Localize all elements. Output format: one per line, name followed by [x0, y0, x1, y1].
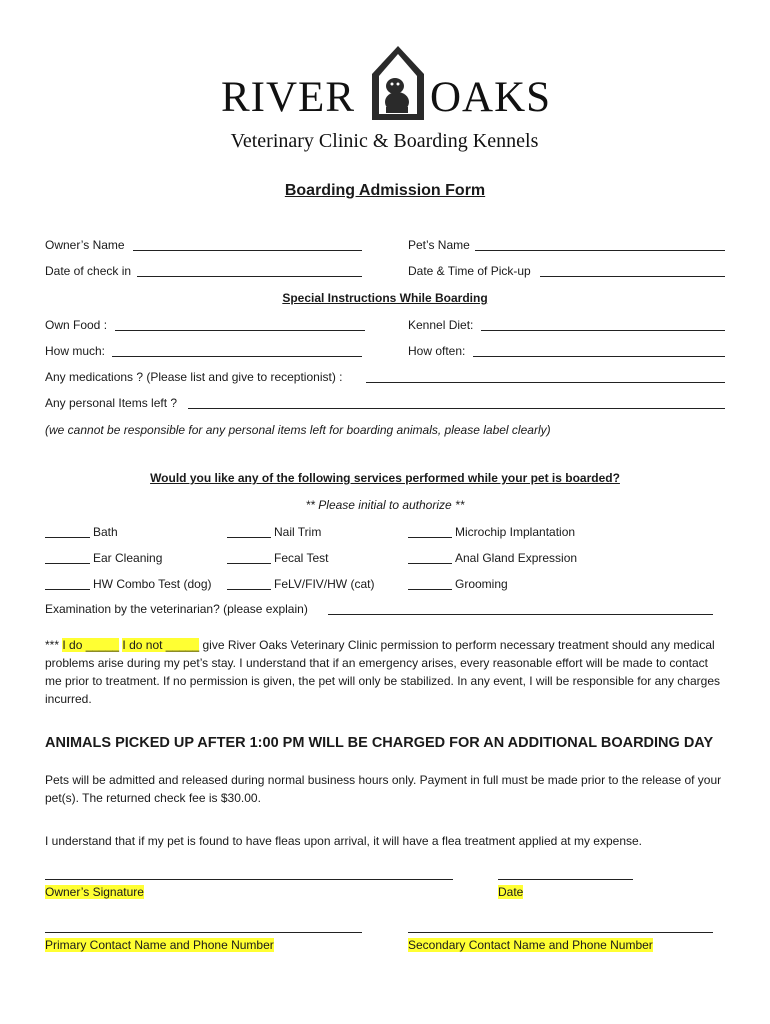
logo-word-oaks: OAKS: [430, 74, 552, 121]
pet-name-label: Pet’s Name: [408, 238, 470, 252]
owner-name-label: Owner’s Name: [45, 238, 125, 252]
secondary-contact-field[interactable]: [408, 932, 713, 933]
service-ear-cleaning: Ear Cleaning: [93, 551, 163, 565]
authorize-note: ** Please initial to authorize **: [305, 498, 465, 512]
permission-text-line1: give River Oaks Veterinary Clinic permission to perform necessary treatment should any: [202, 638, 671, 652]
how-often-label: How often:: [408, 344, 466, 358]
service-anal-gland: Anal Gland Expression: [455, 551, 578, 565]
owner-signature-label-wrap: [45, 885, 144, 899]
felv-initial-field[interactable]: [227, 589, 271, 590]
how-often-field[interactable]: [473, 356, 725, 357]
how-much-field[interactable]: [112, 356, 362, 357]
primary-contact-label: Primary Contact Name and Phone Number: [45, 938, 274, 952]
kennel-diet-field[interactable]: [481, 330, 725, 331]
medications-field[interactable]: [366, 382, 725, 383]
check-in-field[interactable]: [137, 276, 362, 277]
personal-items-disclaimer: (we cannot be responsible for any personal items left for boarding animals, please label clearly): [45, 423, 551, 437]
services-heading: Would you like any of the following services performed while your pet is boarded?: [150, 471, 620, 485]
kennel-house-icon: [370, 44, 426, 124]
service-felv: FeLV/FIV/HW (cat): [274, 577, 375, 591]
kennel-diet-label: Kennel Diet:: [408, 318, 474, 332]
own-food-field[interactable]: [115, 330, 365, 331]
pet-name-field[interactable]: [475, 250, 725, 251]
bath-initial-field[interactable]: [45, 537, 90, 538]
check-in-label: Date of check in: [45, 264, 132, 278]
date-label: Date: [498, 885, 524, 899]
primary-contact-label-wrap: [45, 938, 274, 952]
owner-signature-label: Owner’s Signature: [45, 885, 144, 899]
service-grooming: Grooming: [455, 577, 508, 591]
service-microchip: Microchip Implantation: [455, 525, 576, 539]
permission-paragraph: [45, 636, 725, 708]
primary-contact-field[interactable]: [45, 932, 362, 933]
owner-name-field[interactable]: [133, 250, 362, 251]
pickup-label: Date & Time of Pick-up: [408, 264, 531, 278]
hw-combo-initial-field[interactable]: [45, 589, 90, 590]
exam-field[interactable]: [328, 614, 713, 615]
flea-statement: I understand that if my pet is found to have fleas upon arrival, it will have a flea treatment applied at my expense.: [45, 834, 642, 848]
secondary-contact-label: Secondary Contact Name and Phone Number: [408, 938, 653, 952]
medications-label: Any medications ? (Please list and give to receptionist) :: [45, 370, 343, 384]
fecal-test-initial-field[interactable]: [227, 563, 271, 564]
permission-stars: ***: [45, 638, 60, 652]
grooming-initial-field[interactable]: [408, 589, 452, 590]
personal-items-field[interactable]: [188, 408, 725, 409]
form-title: Boarding Admission Form: [284, 182, 486, 199]
ear-cleaning-initial-field[interactable]: [45, 563, 90, 564]
service-bath: Bath: [93, 525, 118, 539]
logo-word-river: RIVER: [221, 74, 355, 121]
logo-tagline: Veterinary Clinic & Boarding Kennels: [230, 130, 539, 152]
pickup-notice: ANIMALS PICKED UP AFTER 1:00 PM WILL BE CHARGED FOR AN ADDITIONAL BOARDING DAY: [45, 735, 714, 751]
service-hw-combo: HW Combo Test (dog): [93, 577, 212, 591]
date-label-wrap: [498, 885, 523, 899]
service-fecal-test: Fecal Test: [274, 551, 329, 565]
exam-label: Examination by the veterinarian? (please explain): [45, 602, 308, 616]
own-food-label: Own Food :: [45, 318, 108, 332]
special-instructions-heading: Special Instructions While Boarding: [282, 291, 488, 305]
microchip-initial-field[interactable]: [408, 537, 452, 538]
secondary-contact-label-wrap: [408, 938, 653, 952]
permission-i-do-not[interactable]: I do not _____: [122, 638, 200, 652]
permission-text-rest: medical problems arise during my pet’s stay. I understand that if an emergency arises, every reasonable effort will be made to contact me prior to treatment. If no permission is given, the pet will only be stabilized. In any event, I will be responsible for any charges incurred.: [45, 638, 720, 706]
pickup-field[interactable]: [540, 276, 725, 277]
policy-paragraph: Pets will be admitted and released during normal business hours only. Payment in full must be made prior to the release of your pet(s). The returned check fee is $30.00.: [45, 773, 722, 805]
date-field[interactable]: [498, 879, 633, 880]
personal-items-label: Any personal Items left ?: [45, 396, 178, 410]
nail-trim-initial-field[interactable]: [227, 537, 271, 538]
permission-i-do[interactable]: I do _____: [62, 638, 120, 652]
service-nail-trim: Nail Trim: [274, 525, 322, 539]
how-much-label: How much:: [45, 344, 106, 358]
owner-signature-field[interactable]: [45, 879, 453, 880]
anal-gland-initial-field[interactable]: [408, 563, 452, 564]
